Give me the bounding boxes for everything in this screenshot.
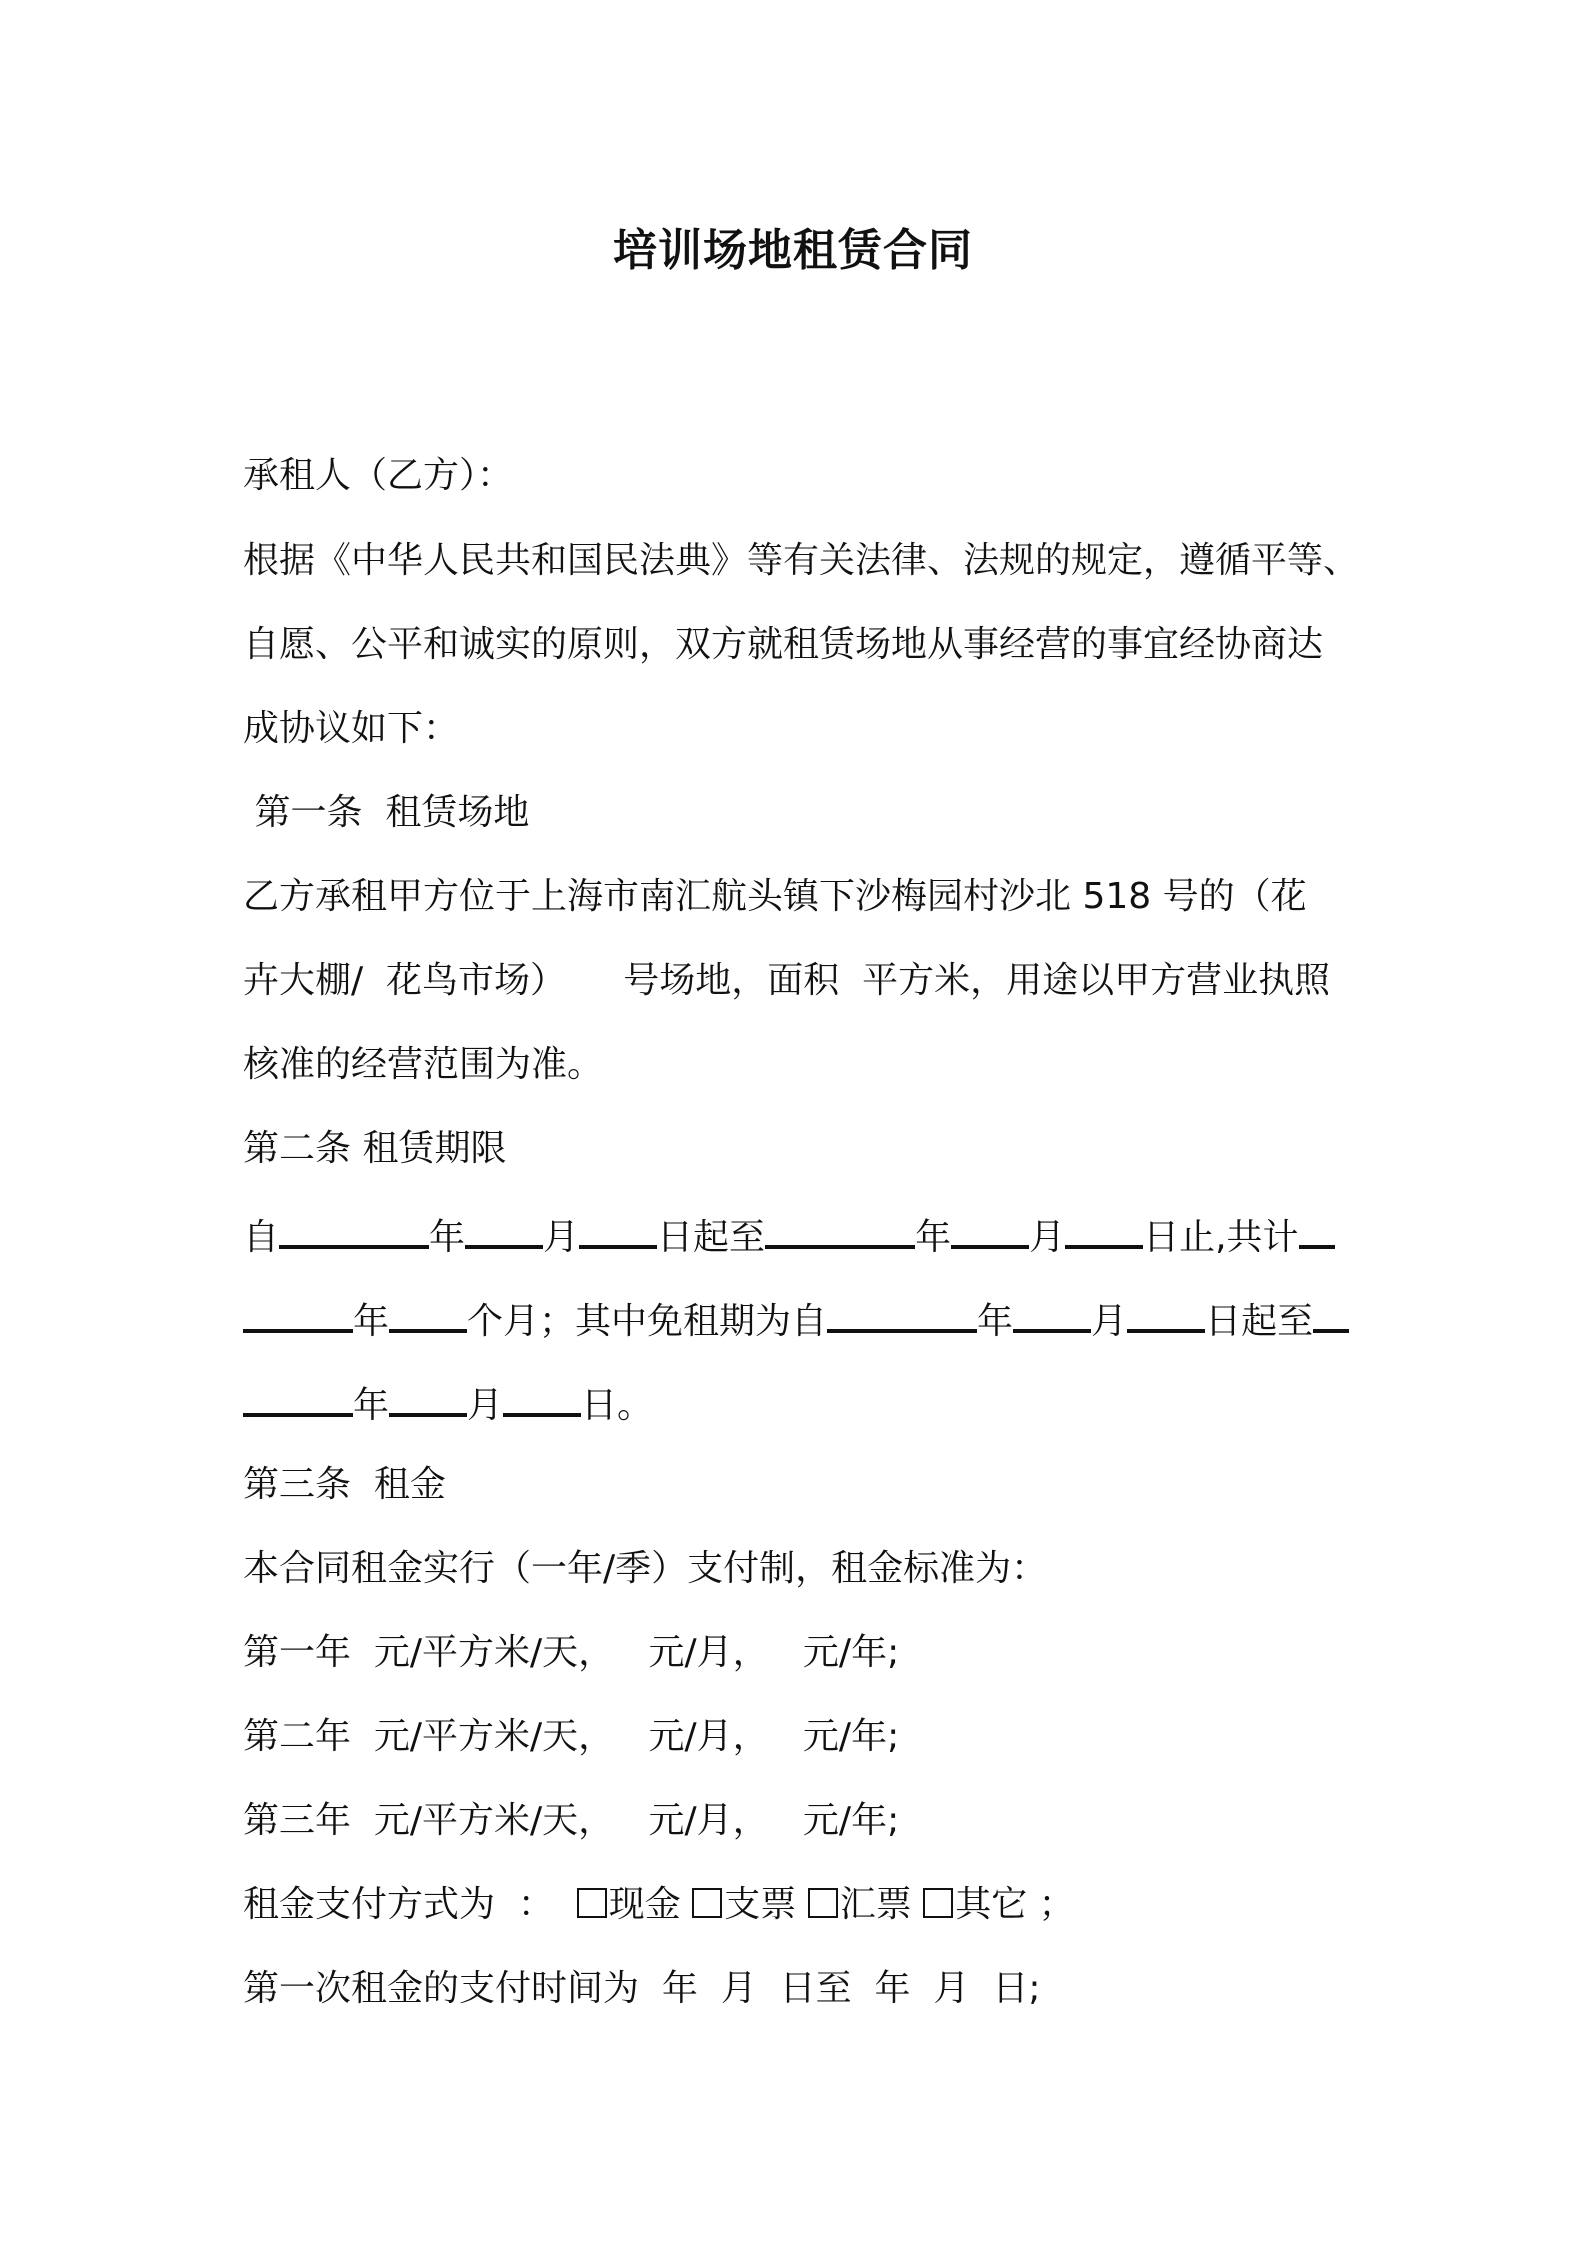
rent-year-3: 第三年 元/平方米/天， 元/月， 元/年; bbox=[243, 1800, 900, 1841]
payment-option-label: 其它 bbox=[955, 1884, 1028, 1925]
payment-option-label: 汇票 bbox=[839, 1884, 912, 1925]
article1-line-2: 卉大棚/ 花鸟市场） 号场地，面积 平方米，用途以甲方营业执照 bbox=[243, 960, 1331, 1001]
term-text: 月 bbox=[1029, 1217, 1066, 1258]
term-text: 月 bbox=[467, 1385, 504, 1426]
article2-heading: 第二条 租赁期限 bbox=[243, 1128, 507, 1169]
payment-label: 租金支付方式为 ： bbox=[243, 1884, 577, 1925]
preamble-line-1: 根据《中华人民共和国民法典》等有关法律、法规的规定，遵循平等、 bbox=[243, 540, 1360, 581]
blank-field[interactable] bbox=[389, 1295, 467, 1333]
preamble-line-3: 成协议如下： bbox=[243, 708, 460, 749]
term-text: 年 bbox=[977, 1301, 1014, 1342]
blank-field[interactable] bbox=[243, 1295, 353, 1333]
payment-option-label: 现金 bbox=[608, 1884, 681, 1925]
article1-line-1: 乙方承租甲方位于上海市南汇航头镇下沙梅园村沙北 518 号的（花 bbox=[243, 876, 1307, 917]
term-text: 月 bbox=[1091, 1301, 1128, 1342]
blank-field[interactable] bbox=[243, 1379, 353, 1417]
rent-year-2: 第二年 元/平方米/天， 元/月， 元/年; bbox=[243, 1716, 900, 1757]
term-text: 个月；其中免租期为自 bbox=[467, 1301, 828, 1342]
checkbox-icon[interactable] bbox=[692, 1888, 722, 1918]
blank-field[interactable] bbox=[765, 1211, 915, 1249]
term-text: 日。 bbox=[581, 1385, 654, 1426]
blank-field[interactable] bbox=[465, 1211, 543, 1249]
blank-field[interactable] bbox=[1127, 1295, 1205, 1333]
term-line-1 bbox=[243, 1211, 1335, 1260]
blank-field[interactable] bbox=[389, 1379, 467, 1417]
payment-end: ； bbox=[1027, 1884, 1075, 1925]
term-text: 年 bbox=[353, 1385, 390, 1426]
term-text: 年 bbox=[353, 1301, 390, 1342]
blank-field[interactable] bbox=[951, 1211, 1029, 1249]
term-line-2 bbox=[243, 1295, 1349, 1344]
blank-field[interactable] bbox=[579, 1211, 657, 1249]
blank-field[interactable] bbox=[279, 1211, 429, 1249]
term-text: 日止,共计 bbox=[1143, 1217, 1299, 1258]
payment-option-label: 支票 bbox=[724, 1884, 797, 1925]
blank-field[interactable] bbox=[1065, 1211, 1143, 1249]
payment-option-check[interactable] bbox=[692, 1884, 796, 1925]
preamble-line-2: 自愿、公平和诚实的原则，双方就租赁场地从事经营的事宜经协商达 bbox=[243, 624, 1324, 665]
payment-option-other[interactable] bbox=[923, 1884, 1027, 1925]
rent-intro: 本合同租金实行（一年/季）支付制，租金标准为： bbox=[243, 1548, 1048, 1589]
blank-field[interactable] bbox=[1313, 1295, 1349, 1333]
article1-line-3: 核准的经营范围为准。 bbox=[243, 1044, 604, 1085]
payment-option-cash[interactable] bbox=[577, 1884, 681, 1925]
article3-heading: 第三条 租金 bbox=[243, 1464, 446, 1505]
term-text: 自 bbox=[243, 1217, 280, 1258]
first-payment-line: 第一次租金的支付时间为 年 月 日至 年 月 日; bbox=[243, 1968, 1041, 2009]
rent-year-1: 第一年 元/平方米/天， 元/月， 元/年; bbox=[243, 1632, 900, 1673]
blank-field[interactable] bbox=[1299, 1211, 1335, 1249]
checkbox-icon[interactable] bbox=[577, 1888, 607, 1918]
term-text: 年 bbox=[915, 1217, 952, 1258]
term-text: 年 bbox=[429, 1217, 466, 1258]
term-line-3 bbox=[243, 1379, 653, 1428]
blank-field[interactable] bbox=[503, 1379, 581, 1417]
checkbox-icon[interactable] bbox=[923, 1888, 953, 1918]
checkbox-icon[interactable] bbox=[808, 1888, 838, 1918]
payment-option-draft[interactable] bbox=[808, 1884, 912, 1925]
blank-field[interactable] bbox=[827, 1295, 977, 1333]
article1-heading: 第一条 租赁场地 bbox=[243, 792, 530, 833]
document-title: 培训场地租赁合同 bbox=[613, 225, 973, 276]
term-text: 日起至 bbox=[657, 1217, 766, 1258]
lessee-line: 承租人（乙方）： bbox=[243, 455, 514, 496]
term-text: 月 bbox=[543, 1217, 580, 1258]
blank-field[interactable] bbox=[1013, 1295, 1091, 1333]
term-text: 日起至 bbox=[1205, 1301, 1314, 1342]
payment-method-line bbox=[243, 1883, 1075, 1927]
